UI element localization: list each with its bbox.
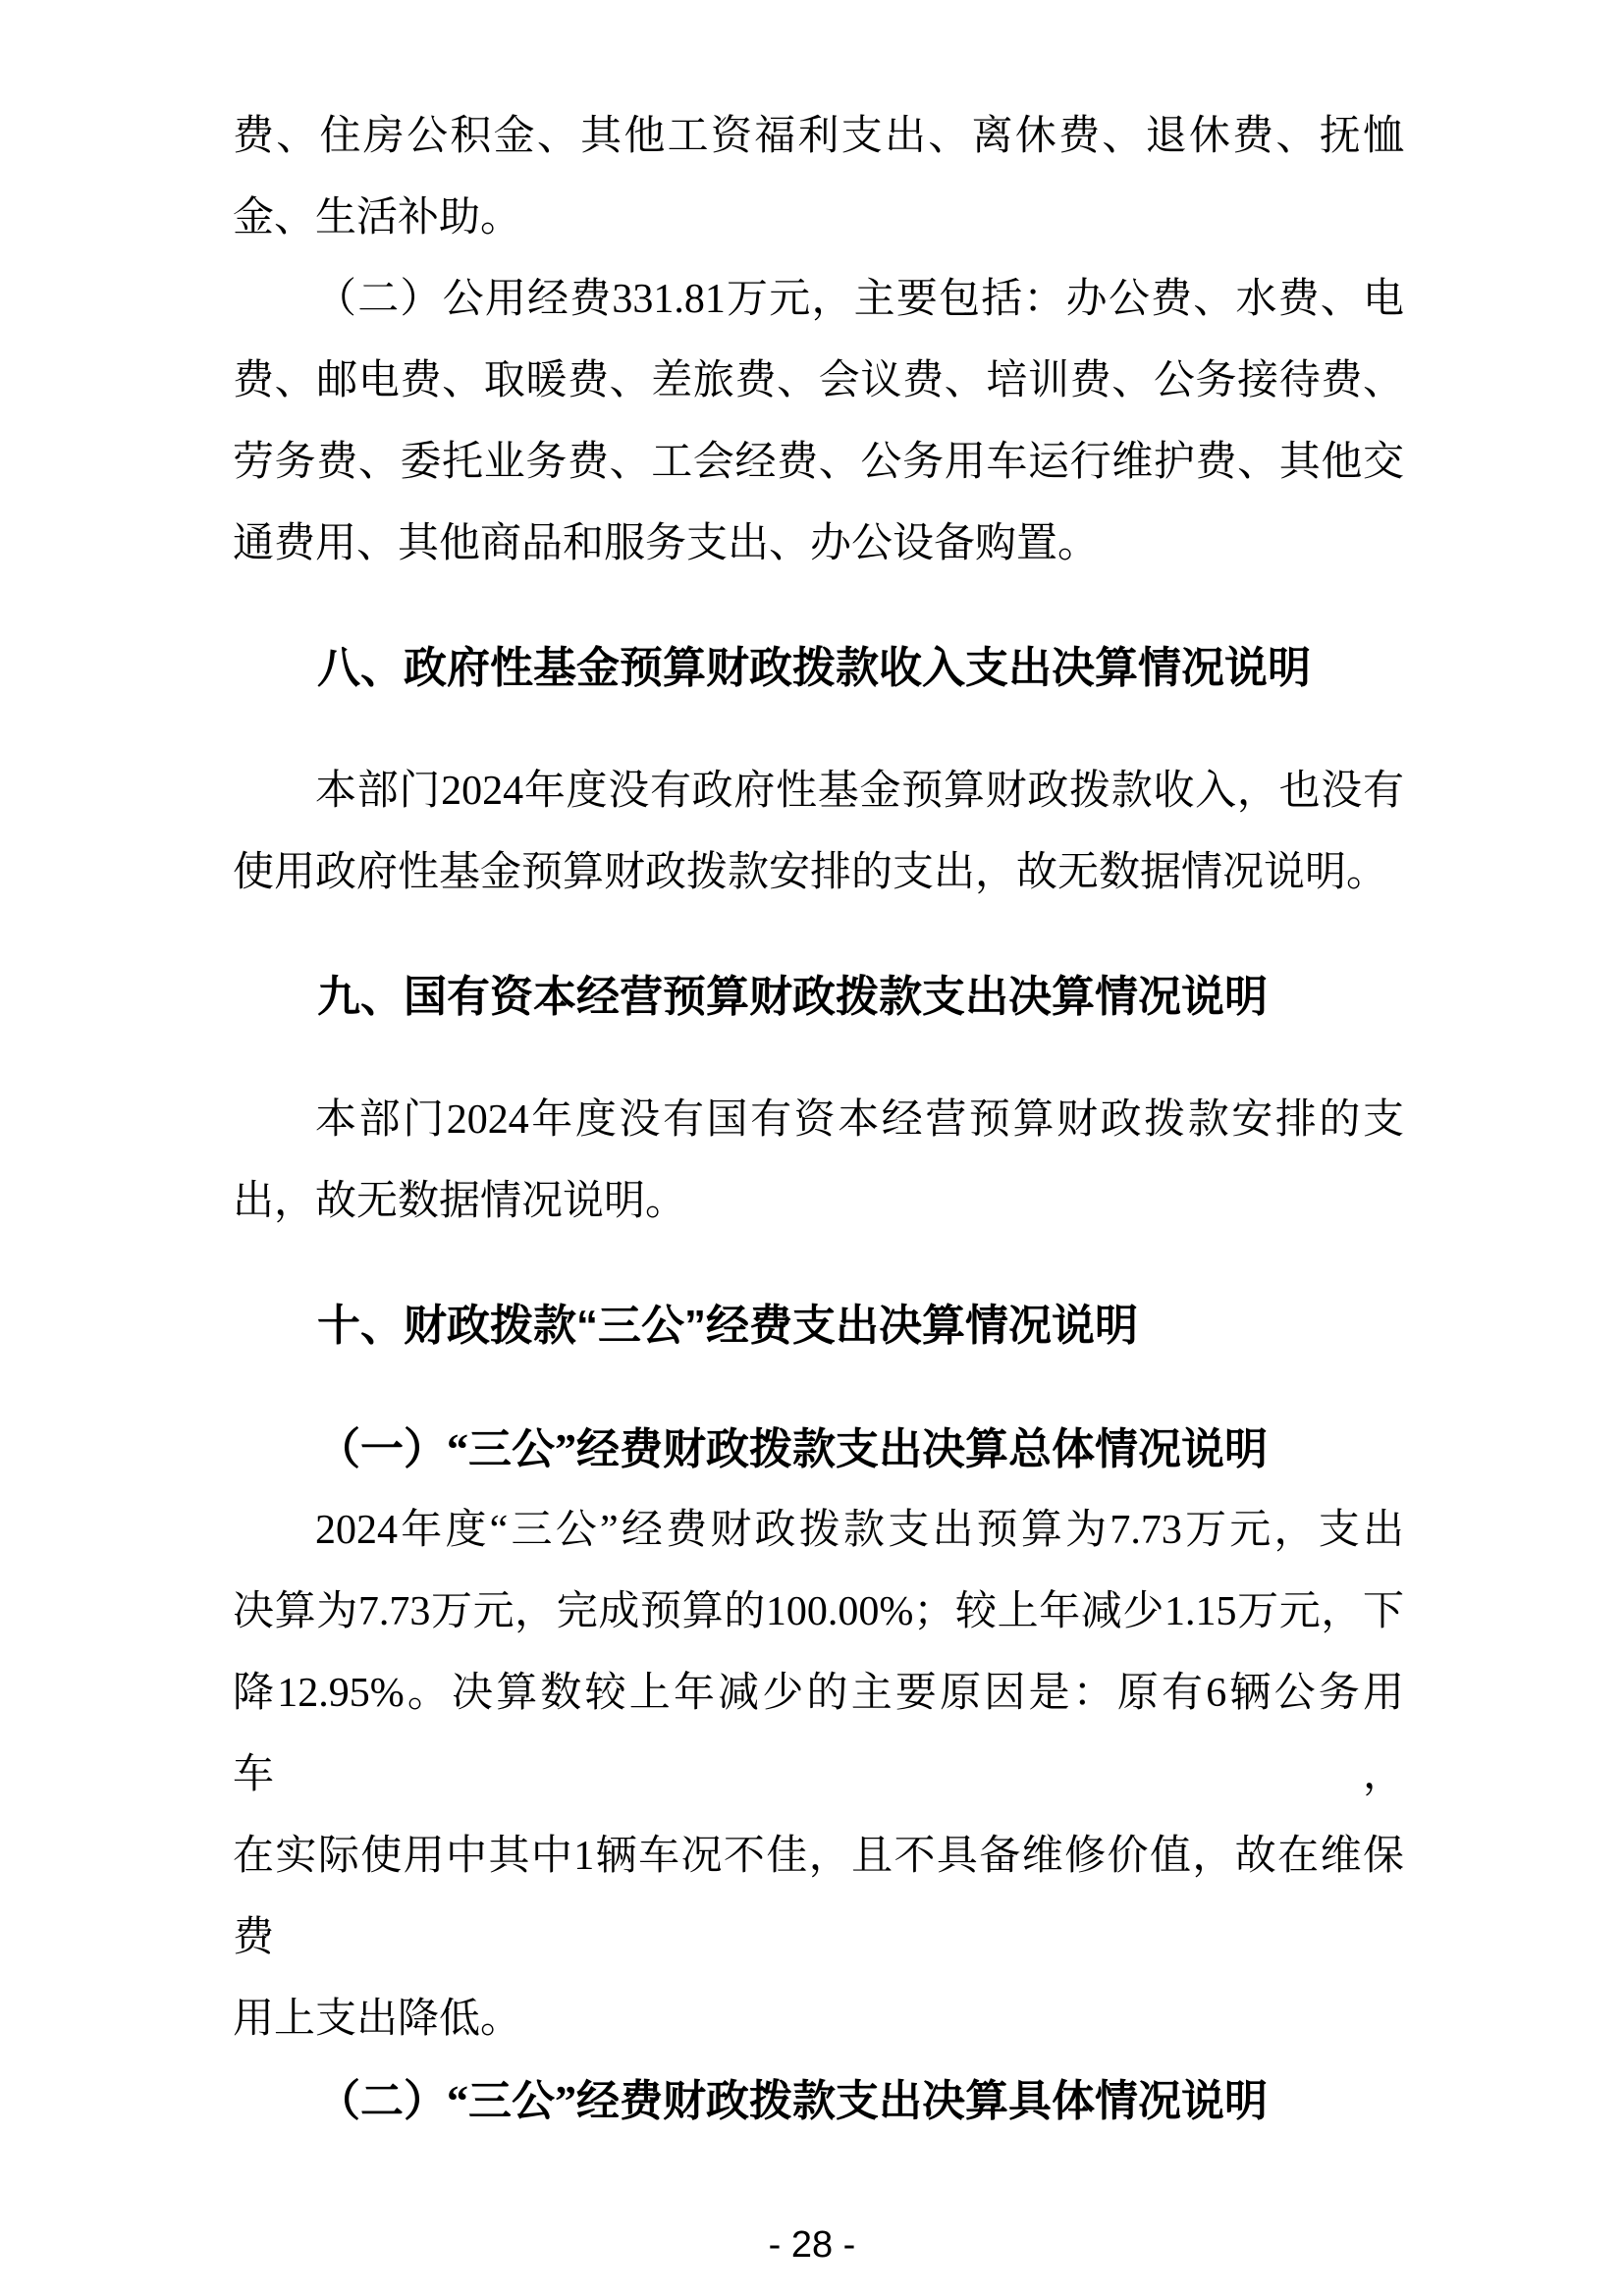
sub-heading: （一）“三公”经费财政拨款支出决算总体情况说明 xyxy=(317,1425,1268,1473)
paragraph xyxy=(233,259,1404,585)
text-line: 劳务费、委托业务费、工会经费、公务用车运行维护费、其他交 xyxy=(233,440,1404,485)
text-line: 决算为7.73万元，完成预算的100.00%；较上年减少1.15万元，下 xyxy=(233,1589,1404,1634)
paragraph xyxy=(233,96,1404,259)
text-line: 2024年度“三公”经费财政拨款支出预算为7.73万元，支出 xyxy=(315,1508,1404,1553)
text-line: 费、邮电费、取暖费、差旅费、会议费、培训费、公务接待费、 xyxy=(233,358,1404,403)
section-heading: 十、财政拨款“三公”经费支出决算情况说明 xyxy=(317,1302,1138,1350)
text-line: 费、住房公积金、其他工资福利支出、离休费、退休费、抚恤 xyxy=(233,114,1404,159)
section-heading: 八、政府性基金预算财政拨款收入支出决算情况说明 xyxy=(317,644,1311,692)
paragraph xyxy=(233,1490,1404,2060)
sub-heading: （二）“三公”经费财政拨款支出决算具体情况说明 xyxy=(317,2077,1268,2125)
paragraph xyxy=(233,751,1404,914)
text-line: 降12.95%。决算数较上年减少的主要原因是：原有6辆公务用车， xyxy=(233,1671,1404,1797)
text-line: 出，故无数据情况说明。 xyxy=(233,1179,687,1224)
document-content xyxy=(233,96,1404,2142)
page-number: - 28 - xyxy=(768,2224,856,2266)
text-line: 金、生活补助。 xyxy=(233,195,522,240)
text-line: 本部门2024年度没有国有资本经营预算财政拨款安排的支 xyxy=(315,1097,1404,1143)
section-heading: 九、国有资本经营预算财政拨款支出决算情况说明 xyxy=(317,973,1268,1021)
paragraph xyxy=(233,1080,1404,1243)
text-line: 本部门2024年度没有政府性基金预算财政拨款收入，也没有 xyxy=(315,769,1404,814)
text-line: （二）公用经费331.81万元，主要包括：办公费、水费、电 xyxy=(315,277,1404,322)
text-line: 在实际使用中其中1辆车况不佳，且不具备维修价值，故在维保费 xyxy=(233,1834,1404,1960)
text-line: 用上支出降低。 xyxy=(233,1997,522,2042)
text-line: 通费用、其他商品和服务支出、办公设备购置。 xyxy=(233,521,1100,566)
text-line: 使用政府性基金预算财政拨款安排的支出，故无数据情况说明。 xyxy=(233,850,1388,895)
